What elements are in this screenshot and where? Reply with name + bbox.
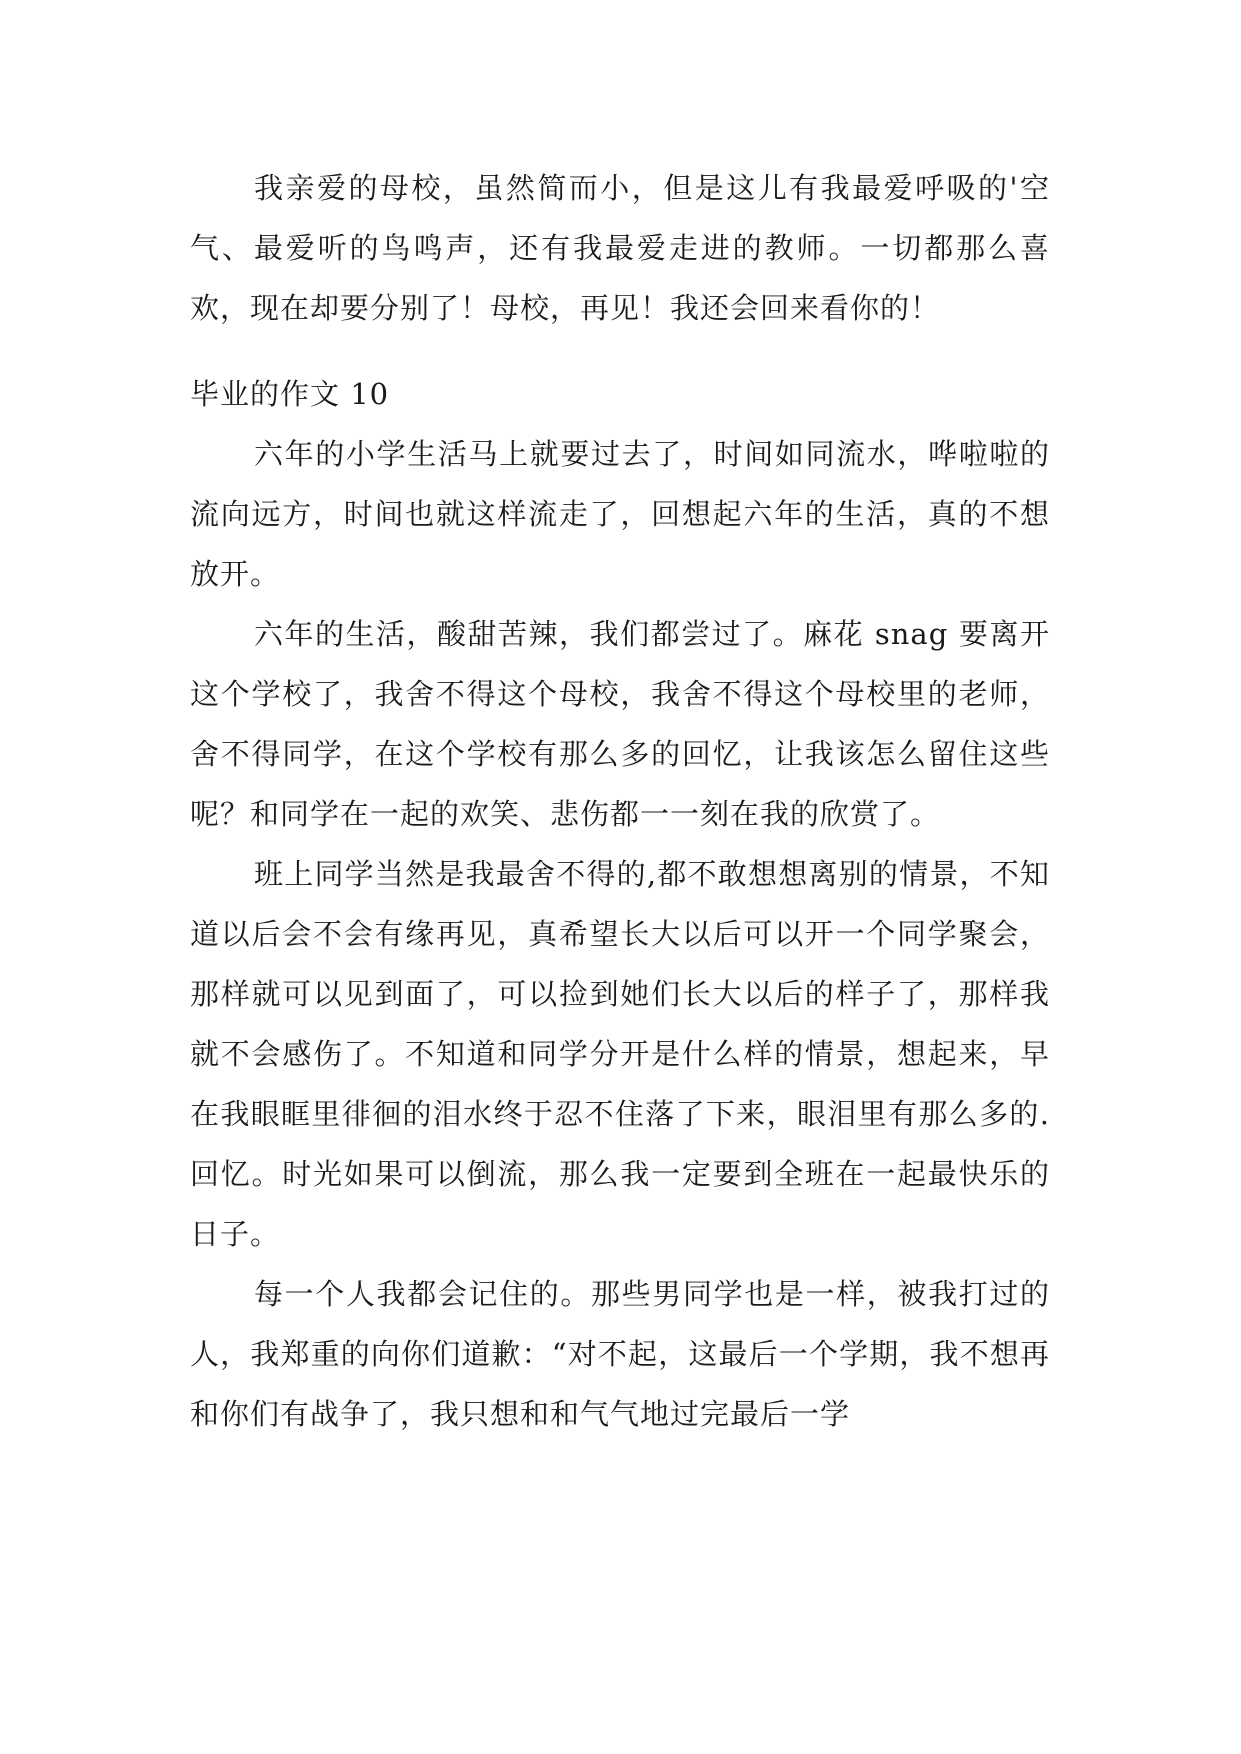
document-body [190, 158, 1050, 1444]
section-gap [190, 338, 1050, 342]
paragraph-4: 每一个人我都会记住的。那些男同学也是一样，被我打过的人，我郑重的向你们道歉：“对不起，这最后一个学期，我不想再和你们有战争了，我只想和和气气地过完最后一学 [190, 1277, 1050, 1431]
paragraph-3: 班上同学当然是我最舍不得的,都不敢想想离别的情景，不知道以后会不会有缘再见，真希望长大以后可以开一个同学聚会，那样就可以见到面了，可以捡到她们长大以后的样子了，那样我就不会感伤了。不知道和同学分开是什么样的情景，想起来，早在我眼眶里徘徊的泪水终于忍不住落了下来，眼泪里有那么多的.回忆。时光如果可以倒流，那么我一定要到全班在一起最快乐的日子。 [190, 857, 1050, 1251]
paragraph-2: 六年的生活，酸甜苦辣，我们都尝过了。麻花 snag 要离开这个学校了，我舍不得这个母校，我舍不得这个母校里的老师，舍不得同学，在这个学校有那么多的回忆，让我该怎么留住这些呢？和同学在一起的欢笑、悲伤都一一刻在我的欣赏了。 [190, 617, 1050, 831]
section-title: 毕业的作文 10 [190, 377, 390, 411]
paragraph-1: 六年的小学生活马上就要过去了，时间如同流水，哗啦啦的流向远方，时间也就这样流走了，回想起六年的生活，真的不想放开。 [190, 437, 1050, 591]
intro-paragraph: 我亲爱的母校，虽然简而小，但是这儿有我最爱呼吸的'空气、最爱听的鸟鸣声，还有我最爱走进的教师。一切都那么喜欢，现在却要分别了！母校，再见！我还会回来看你的！ [190, 171, 1050, 325]
